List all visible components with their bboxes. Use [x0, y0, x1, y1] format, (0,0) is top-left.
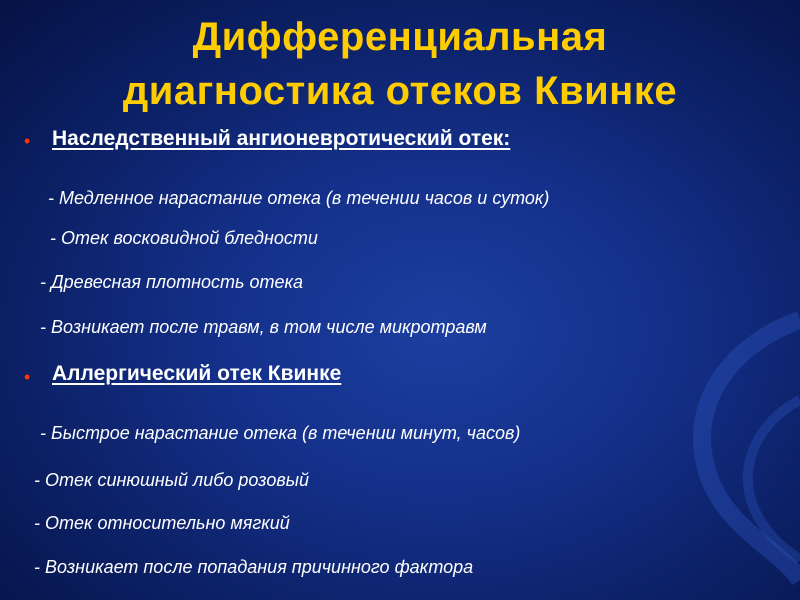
list-item: - Отек синюшный либо розовый — [34, 470, 310, 490]
section-heading-hereditary: Наследственный ангионевротический отек: — [52, 127, 511, 150]
list-item: - Древесная плотность отека — [40, 272, 303, 292]
bullet-icon: • — [24, 131, 31, 151]
decorative-swirl — [620, 280, 800, 600]
title-line-1: Дифференциальная — [192, 15, 608, 59]
list-item: - Отек восковидной бледности — [50, 228, 318, 248]
list-item: - Медленное нарастание отека (в течении часов и суток) — [48, 188, 550, 208]
list-item: - Быстрое нарастание отека (в течении минут, часов) — [40, 423, 521, 443]
section-heading-allergic: Аллергический отек Квинке — [52, 362, 342, 385]
page-title — [0, 10, 800, 118]
title-line-2: диагностика отеков Квинке — [122, 69, 678, 113]
list-item: - Возникает после травм, в том числе микротравм — [40, 317, 487, 337]
bullet-icon: • — [24, 367, 31, 387]
list-item: - Отек относительно мягкий — [34, 513, 290, 533]
list-item: - Возникает после попадания причинного фактора — [34, 557, 474, 577]
